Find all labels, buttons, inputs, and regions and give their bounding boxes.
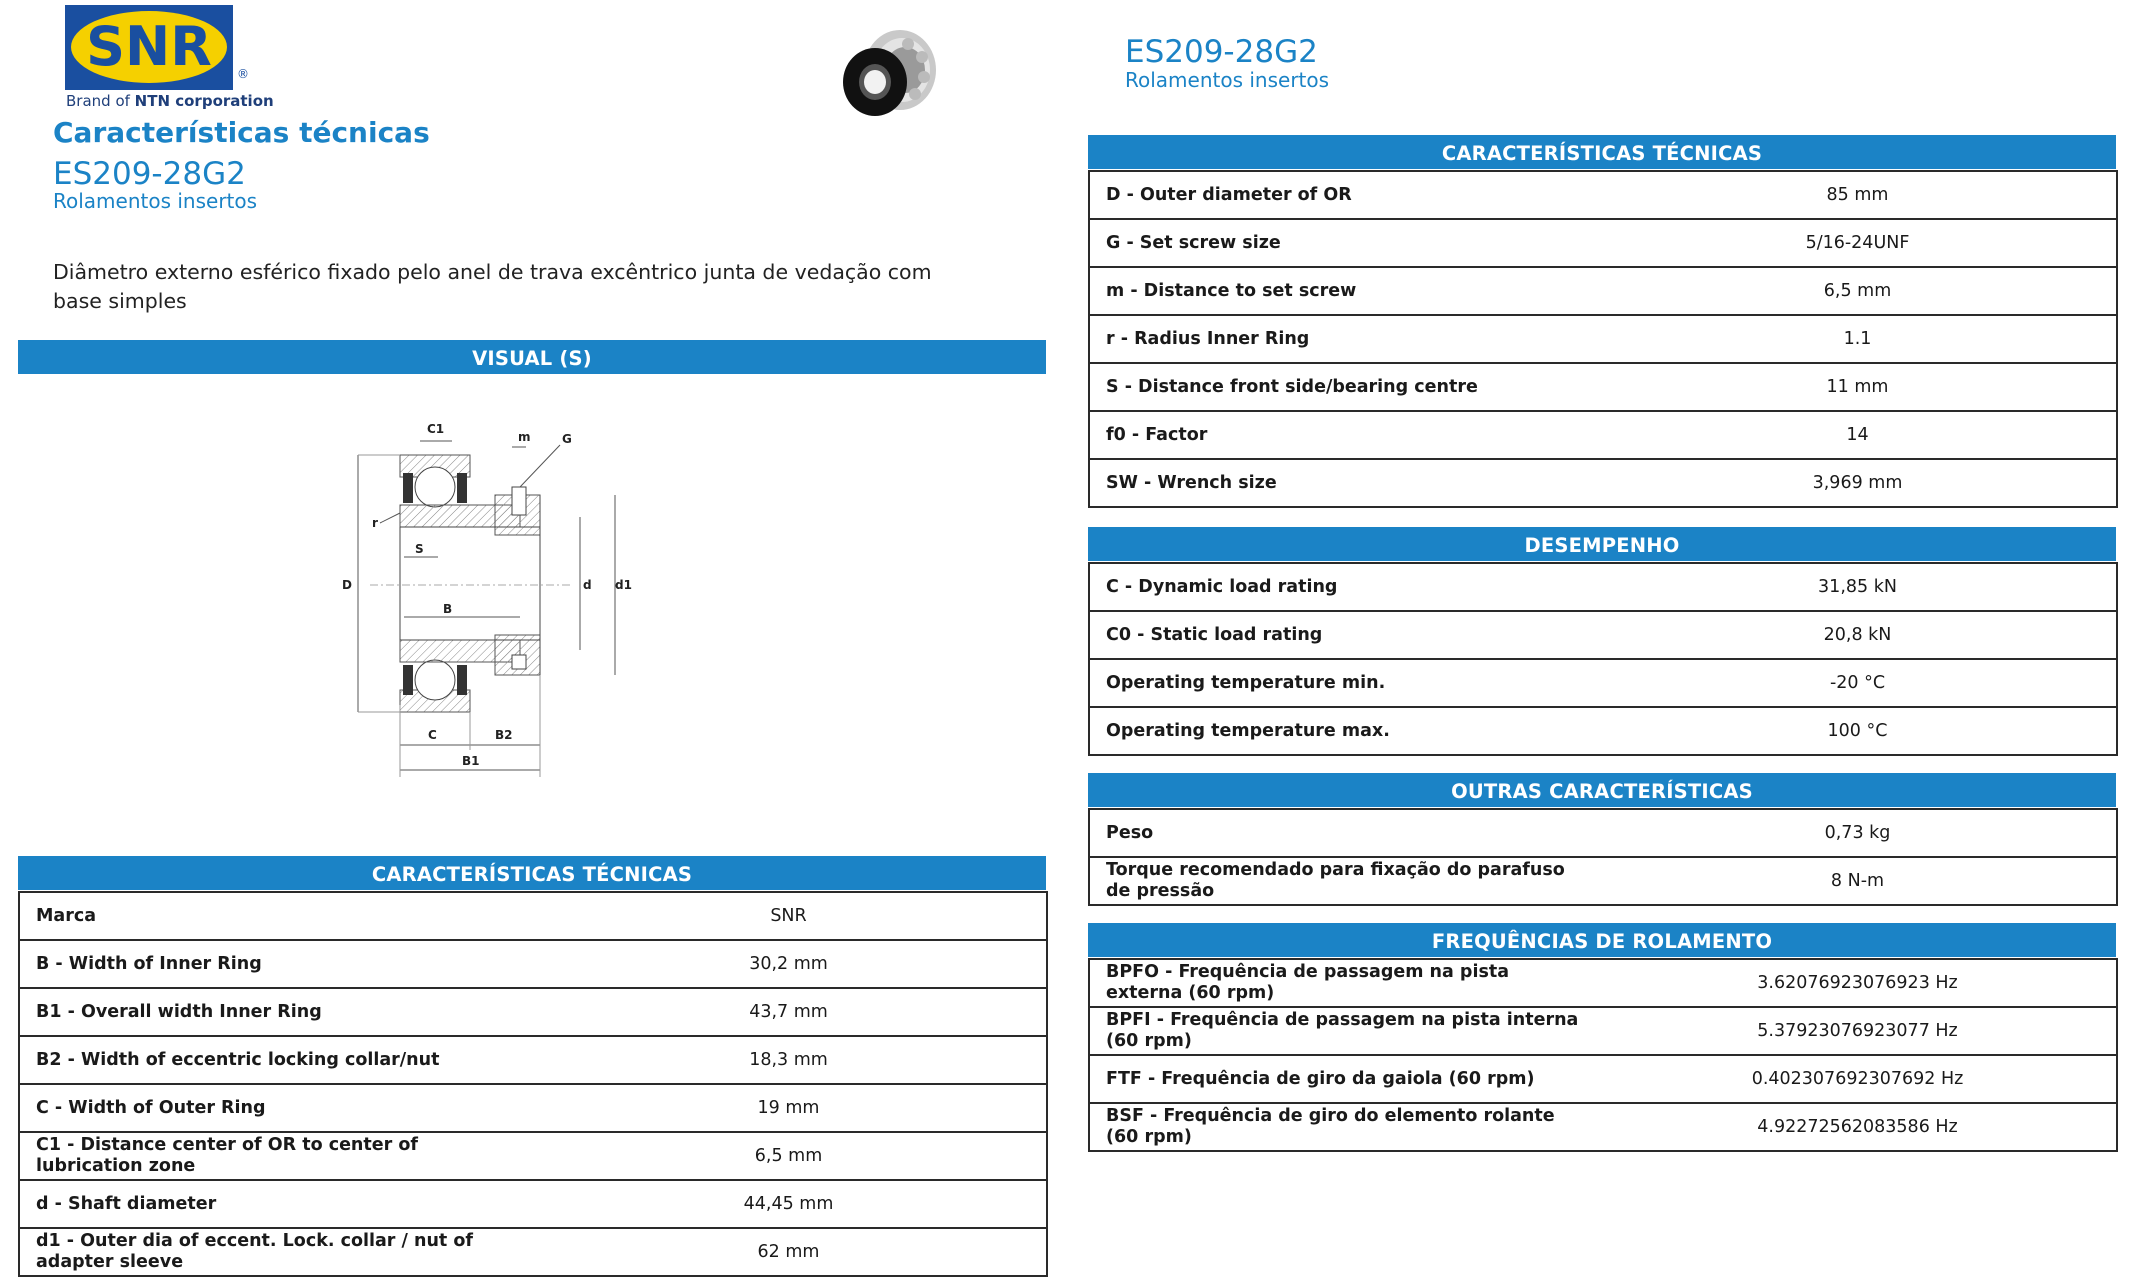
row-label: Peso xyxy=(1089,809,1599,857)
row-label: r - Radius Inner Ring xyxy=(1089,315,1599,363)
row-label: SW - Wrench size xyxy=(1089,459,1599,507)
table-row xyxy=(1089,1007,2117,1055)
table-row xyxy=(1089,1103,2117,1151)
row-value: 85 mm xyxy=(1599,171,2117,219)
row-value: 0,73 kg xyxy=(1599,809,2117,857)
label-B2: B2 xyxy=(495,728,513,742)
right-tech-title: CARACTERÍSTICAS TÉCNICAS xyxy=(1088,135,2116,169)
table-row xyxy=(1089,171,2117,219)
table-row xyxy=(19,1180,1047,1228)
left-tech-table xyxy=(18,891,1048,1277)
table-row xyxy=(1089,411,2117,459)
row-value: 31,85 kN xyxy=(1599,563,2117,611)
row-label: B1 - Overall width Inner Ring xyxy=(19,988,531,1036)
row-value: 6,5 mm xyxy=(531,1132,1047,1180)
table-row xyxy=(1089,315,2117,363)
bearing-dimension-diagram xyxy=(340,405,640,785)
row-value: 4.92272562083586 Hz xyxy=(1599,1103,2117,1151)
table-row xyxy=(1089,363,2117,411)
row-value: 19 mm xyxy=(531,1084,1047,1132)
table-row xyxy=(19,892,1047,940)
row-value: -20 °C xyxy=(1599,659,2117,707)
frequencies-title: FREQUÊNCIAS DE ROLAMENTO xyxy=(1088,923,2116,957)
row-label: B2 - Width of eccentric locking collar/nut xyxy=(19,1036,531,1084)
performance-title: DESEMPENHO xyxy=(1088,527,2116,561)
product-category: Rolamentos insertos xyxy=(53,189,258,213)
row-label: d1 - Outer dia of eccent. Lock. collar / nut of adapter sleeve xyxy=(19,1228,531,1276)
label-m: m xyxy=(518,430,531,444)
row-label: C - Dynamic load rating xyxy=(1089,563,1599,611)
table-row xyxy=(1089,563,2117,611)
other-table xyxy=(1088,808,2118,906)
table-row xyxy=(1089,707,2117,755)
row-label: Operating temperature max. xyxy=(1089,707,1599,755)
table-row xyxy=(1089,611,2117,659)
row-label: G - Set screw size xyxy=(1089,219,1599,267)
row-value: SNR xyxy=(531,892,1047,940)
right-tech-table xyxy=(1088,170,2118,508)
row-label: Marca xyxy=(19,892,531,940)
table-row xyxy=(19,1036,1047,1084)
table-row xyxy=(1089,267,2117,315)
table-row xyxy=(19,1132,1047,1180)
row-value: 44,45 mm xyxy=(531,1180,1047,1228)
table-row xyxy=(19,940,1047,988)
row-label: S - Distance front side/bearing centre xyxy=(1089,363,1599,411)
visual-section-title: VISUAL (S) xyxy=(18,340,1046,374)
model-number: ES209-28G2 xyxy=(53,156,246,192)
table-row xyxy=(1089,809,2117,857)
label-s: S xyxy=(415,542,424,556)
table-row xyxy=(19,1228,1047,1276)
label-d: d xyxy=(583,578,592,592)
label-C: C xyxy=(428,728,437,742)
table-row xyxy=(1089,959,2117,1007)
label-c1: C1 xyxy=(427,422,445,436)
label-B1: B1 xyxy=(462,754,480,768)
row-value: 1.1 xyxy=(1599,315,2117,363)
row-value: 8 N-m xyxy=(1599,857,2117,905)
svg-text:®: ® xyxy=(237,67,249,81)
row-label: FTF - Frequência de giro da gaiola (60 rpm) xyxy=(1089,1055,1599,1103)
row-value: 3.62076923076923 Hz xyxy=(1599,959,2117,1007)
row-value: 100 °C xyxy=(1599,707,2117,755)
table-row xyxy=(1089,1055,2117,1103)
row-value: 5.37923076923077 Hz xyxy=(1599,1007,2117,1055)
row-value: 5/16-24UNF xyxy=(1599,219,2117,267)
row-value: 3,969 mm xyxy=(1599,459,2117,507)
table-row xyxy=(1089,459,2117,507)
row-label: BPFO - Frequência de passagem na pista externa (60 rpm) xyxy=(1089,959,1599,1007)
row-label: C - Width of Outer Ring xyxy=(19,1084,531,1132)
row-value: 11 mm xyxy=(1599,363,2117,411)
label-r: r xyxy=(372,516,378,530)
row-label: m - Distance to set screw xyxy=(1089,267,1599,315)
bearing-photo xyxy=(830,22,940,127)
row-value: 14 xyxy=(1599,411,2117,459)
row-value: 0.402307692307692 Hz xyxy=(1599,1055,2117,1103)
row-label: D - Outer diameter of OR xyxy=(1089,171,1599,219)
row-value: 6,5 mm xyxy=(1599,267,2117,315)
row-label: Operating temperature min. xyxy=(1089,659,1599,707)
performance-table xyxy=(1088,562,2118,756)
logo-tagline: Brand of NTN corporation xyxy=(66,92,274,110)
logo-text: SNR xyxy=(86,15,212,78)
label-D: D xyxy=(342,578,352,592)
row-label: C0 - Static load rating xyxy=(1089,611,1599,659)
left-tech-title: CARACTERÍSTICAS TÉCNICAS xyxy=(18,856,1046,890)
product-category-right: Rolamentos insertos xyxy=(1125,68,1330,92)
label-d1: d1 xyxy=(615,578,632,592)
frequencies-table xyxy=(1088,958,2118,1152)
page-heading: Características técnicas xyxy=(53,116,430,149)
table-row xyxy=(1089,219,2117,267)
row-value: 20,8 kN xyxy=(1599,611,2117,659)
row-value: 43,7 mm xyxy=(531,988,1047,1036)
row-label: BSF - Frequência de giro do elemento rolante (60 rpm) xyxy=(1089,1103,1599,1151)
table-row xyxy=(19,988,1047,1036)
row-label: C1 - Distance center of OR to center of lubrication zone xyxy=(19,1132,531,1180)
row-label: Torque recomendado para fixação do parafuso de pressão xyxy=(1089,857,1599,905)
other-title: OUTRAS CARACTERÍSTICAS xyxy=(1088,773,2116,807)
row-value: 30,2 mm xyxy=(531,940,1047,988)
row-label: d - Shaft diameter xyxy=(19,1180,531,1228)
label-g: G xyxy=(562,432,572,446)
table-row xyxy=(1089,659,2117,707)
row-value: 18,3 mm xyxy=(531,1036,1047,1084)
product-description: Diâmetro externo esférico fixado pelo anel de trava excêntrico junta de vedação com base simples xyxy=(53,260,932,313)
label-B: B xyxy=(443,602,453,616)
row-label: f0 - Factor xyxy=(1089,411,1599,459)
row-label: BPFI - Frequência de passagem na pista interna (60 rpm) xyxy=(1089,1007,1599,1055)
table-row xyxy=(19,1084,1047,1132)
model-number-right: ES209-28G2 xyxy=(1125,34,1318,70)
row-label: B - Width of Inner Ring xyxy=(19,940,531,988)
table-row xyxy=(1089,857,2117,905)
row-value: 62 mm xyxy=(531,1228,1047,1276)
